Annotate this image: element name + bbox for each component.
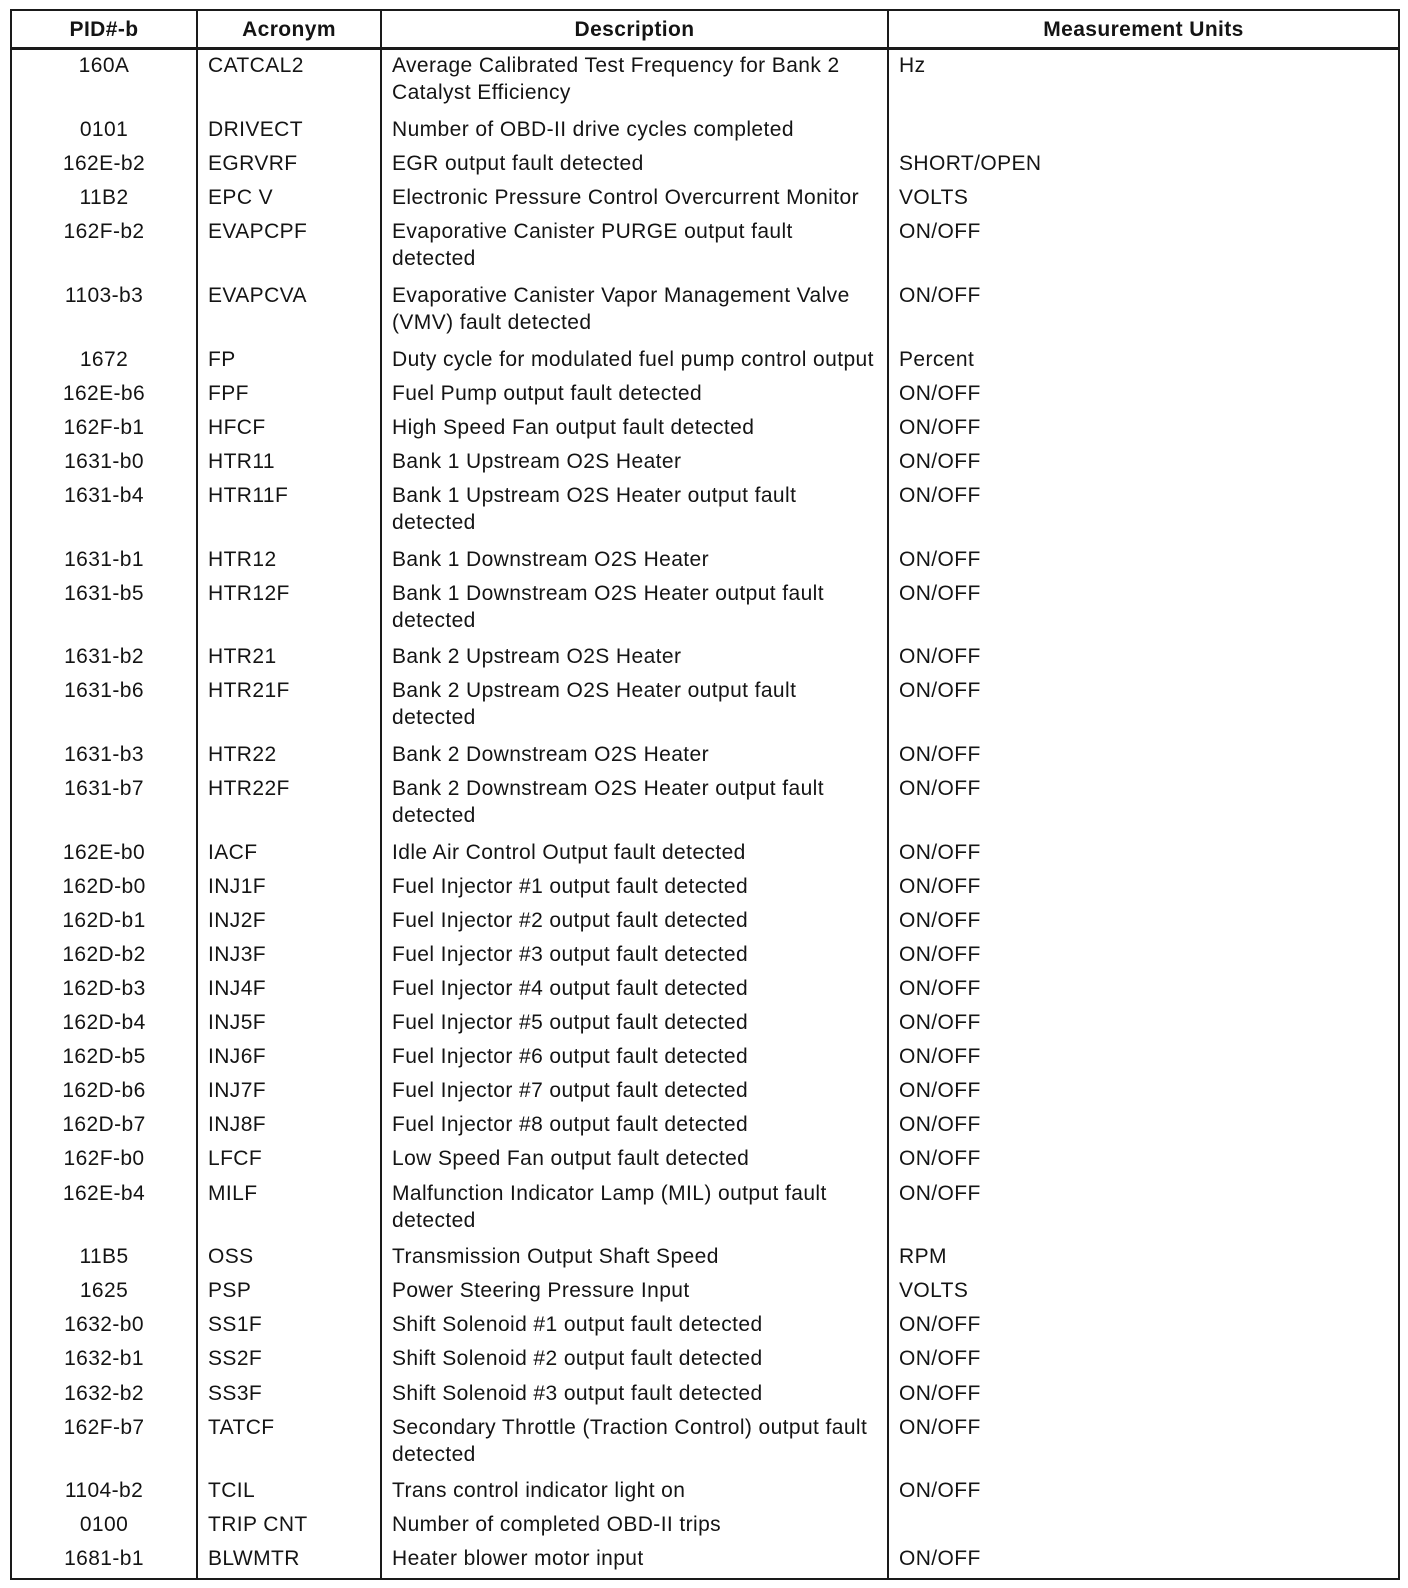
table-row <box>11 216 1399 280</box>
pid-cell: 162D-b4 <box>11 1007 197 1041</box>
acronym-cell: HTR12F <box>197 578 381 642</box>
pid-cell: 162F-b0 <box>11 1143 197 1177</box>
units-cell: ON/OFF <box>888 675 1399 739</box>
acronym-cell: HTR22F <box>197 773 381 837</box>
header-acronym: Acronym <box>197 10 381 49</box>
pid-cell: 162F-b2 <box>11 216 197 280</box>
table-row <box>11 1241 1399 1275</box>
pid-table <box>10 9 1400 1580</box>
pid-cell: 162D-b0 <box>11 871 197 905</box>
units-cell: ON/OFF <box>888 280 1399 344</box>
table-row <box>11 1275 1399 1309</box>
table-row <box>11 412 1399 446</box>
table-row <box>11 1309 1399 1343</box>
description-cell: Low Speed Fan output fault detected <box>381 1143 888 1177</box>
table-row <box>11 773 1399 837</box>
header-units: Measurement Units <box>888 10 1399 49</box>
acronym-cell: BLWMTR <box>197 1543 381 1579</box>
description-cell: Secondary Throttle (Traction Control) output fault detected <box>381 1412 888 1476</box>
acronym-cell: HTR11 <box>197 446 381 480</box>
units-cell: RPM <box>888 1241 1399 1275</box>
description-cell: Bank 1 Downstream O2S Heater <box>381 544 888 578</box>
units-cell: ON/OFF <box>888 1143 1399 1177</box>
acronym-cell: SS1F <box>197 1309 381 1343</box>
units-cell: Percent <box>888 344 1399 378</box>
acronym-cell: HTR22 <box>197 739 381 773</box>
table-row <box>11 1475 1399 1509</box>
header-description: Description <box>381 10 888 49</box>
units-cell: ON/OFF <box>888 1075 1399 1109</box>
pid-cell: 162E-b4 <box>11 1178 197 1242</box>
pid-cell: 162F-b7 <box>11 1412 197 1476</box>
table-row <box>11 675 1399 739</box>
units-cell: ON/OFF <box>888 871 1399 905</box>
table-row <box>11 280 1399 344</box>
table-row <box>11 871 1399 905</box>
table-row <box>11 480 1399 544</box>
table-row <box>11 739 1399 773</box>
acronym-cell: INJ4F <box>197 973 381 1007</box>
units-cell: ON/OFF <box>888 1109 1399 1143</box>
table-header <box>11 10 1399 49</box>
table-row <box>11 378 1399 412</box>
acronym-cell: CATCAL2 <box>197 49 381 114</box>
pid-cell: 160A <box>11 49 197 114</box>
acronym-cell: INJ7F <box>197 1075 381 1109</box>
pid-cell: 1103-b3 <box>11 280 197 344</box>
units-cell: ON/OFF <box>888 1041 1399 1075</box>
description-cell: Power Steering Pressure Input <box>381 1275 888 1309</box>
table-row <box>11 49 1399 114</box>
table-row <box>11 837 1399 871</box>
acronym-cell: EGRVRF <box>197 148 381 182</box>
table-row <box>11 1041 1399 1075</box>
units-cell: ON/OFF <box>888 1412 1399 1476</box>
table-row <box>11 1109 1399 1143</box>
table-row <box>11 182 1399 216</box>
description-cell: Heater blower motor input <box>381 1543 888 1579</box>
table-row <box>11 1543 1399 1579</box>
acronym-cell: INJ5F <box>197 1007 381 1041</box>
pid-cell: 0100 <box>11 1509 197 1543</box>
units-cell: VOLTS <box>888 182 1399 216</box>
table-row <box>11 1412 1399 1476</box>
pid-cell: 11B5 <box>11 1241 197 1275</box>
acronym-cell: EVAPCPF <box>197 216 381 280</box>
description-cell: Fuel Injector #2 output fault detected <box>381 905 888 939</box>
acronym-cell: HTR12 <box>197 544 381 578</box>
table-row <box>11 1178 1399 1242</box>
units-cell: ON/OFF <box>888 739 1399 773</box>
acronym-cell: INJ2F <box>197 905 381 939</box>
units-cell: ON/OFF <box>888 1178 1399 1242</box>
description-cell: Bank 1 Downstream O2S Heater output fault detected <box>381 578 888 642</box>
description-cell: High Speed Fan output fault detected <box>381 412 888 446</box>
description-cell: Transmission Output Shaft Speed <box>381 1241 888 1275</box>
pid-cell: 1631-b1 <box>11 544 197 578</box>
units-cell: ON/OFF <box>888 446 1399 480</box>
pid-cell: 11B2 <box>11 182 197 216</box>
units-cell: VOLTS <box>888 1275 1399 1309</box>
units-cell: ON/OFF <box>888 378 1399 412</box>
units-cell: ON/OFF <box>888 216 1399 280</box>
description-cell: Fuel Injector #8 output fault detected <box>381 1109 888 1143</box>
pid-cell: 1631-b6 <box>11 675 197 739</box>
units-cell: ON/OFF <box>888 905 1399 939</box>
description-cell: Bank 1 Upstream O2S Heater <box>381 446 888 480</box>
pid-cell: 1631-b2 <box>11 641 197 675</box>
acronym-cell: SS2F <box>197 1343 381 1377</box>
acronym-cell: HFCF <box>197 412 381 446</box>
description-cell: Trans control indicator light on <box>381 1475 888 1509</box>
acronym-cell: FP <box>197 344 381 378</box>
pid-cell: 1631-b5 <box>11 578 197 642</box>
description-cell: Fuel Injector #4 output fault detected <box>381 973 888 1007</box>
table-row <box>11 344 1399 378</box>
table-row <box>11 114 1399 148</box>
acronym-cell: LFCF <box>197 1143 381 1177</box>
description-cell: Bank 2 Downstream O2S Heater <box>381 739 888 773</box>
header-row <box>11 10 1399 49</box>
description-cell: Number of OBD-II drive cycles completed <box>381 114 888 148</box>
description-cell: Idle Air Control Output fault detected <box>381 837 888 871</box>
description-cell: Fuel Injector #5 output fault detected <box>381 1007 888 1041</box>
units-cell: ON/OFF <box>888 1378 1399 1412</box>
description-cell: Bank 1 Upstream O2S Heater output fault detected <box>381 480 888 544</box>
description-cell: Number of completed OBD-II trips <box>381 1509 888 1543</box>
description-cell: Shift Solenoid #2 output fault detected <box>381 1343 888 1377</box>
acronym-cell: HTR11F <box>197 480 381 544</box>
units-cell: ON/OFF <box>888 773 1399 837</box>
pid-cell: 1632-b1 <box>11 1343 197 1377</box>
pid-cell: 162D-b3 <box>11 973 197 1007</box>
pid-cell: 162D-b5 <box>11 1041 197 1075</box>
pid-cell: 1631-b7 <box>11 773 197 837</box>
description-cell: Fuel Injector #7 output fault detected <box>381 1075 888 1109</box>
units-cell: ON/OFF <box>888 837 1399 871</box>
units-cell <box>888 114 1399 148</box>
table-row <box>11 641 1399 675</box>
pid-cell: 1672 <box>11 344 197 378</box>
pid-cell: 0101 <box>11 114 197 148</box>
acronym-cell: HTR21 <box>197 641 381 675</box>
description-cell: Evaporative Canister PURGE output fault detected <box>381 216 888 280</box>
description-cell: Fuel Injector #6 output fault detected <box>381 1041 888 1075</box>
pid-cell: 1631-b4 <box>11 480 197 544</box>
table-row <box>11 1343 1399 1377</box>
acronym-cell: TATCF <box>197 1412 381 1476</box>
acronym-cell: SS3F <box>197 1378 381 1412</box>
table-row <box>11 578 1399 642</box>
description-cell: Bank 2 Upstream O2S Heater <box>381 641 888 675</box>
acronym-cell: TCIL <box>197 1475 381 1509</box>
units-cell: Hz <box>888 49 1399 114</box>
pid-cell: 1104-b2 <box>11 1475 197 1509</box>
pid-cell: 162D-b2 <box>11 939 197 973</box>
acronym-cell: INJ1F <box>197 871 381 905</box>
table-row <box>11 1509 1399 1543</box>
table-row <box>11 1378 1399 1412</box>
units-cell: ON/OFF <box>888 412 1399 446</box>
pid-cell: 1632-b2 <box>11 1378 197 1412</box>
pid-cell: 1632-b0 <box>11 1309 197 1343</box>
units-cell: ON/OFF <box>888 1475 1399 1509</box>
table-row <box>11 1075 1399 1109</box>
units-cell: ON/OFF <box>888 1309 1399 1343</box>
description-cell: Evaporative Canister Vapor Management Valve (VMV) fault detected <box>381 280 888 344</box>
table-row <box>11 544 1399 578</box>
acronym-cell: OSS <box>197 1241 381 1275</box>
table-row <box>11 1007 1399 1041</box>
table-row <box>11 446 1399 480</box>
pid-cell: 1631-b3 <box>11 739 197 773</box>
description-cell: Shift Solenoid #3 output fault detected <box>381 1378 888 1412</box>
pid-cell: 162E-b6 <box>11 378 197 412</box>
acronym-cell: IACF <box>197 837 381 871</box>
table-row <box>11 148 1399 182</box>
acronym-cell: MILF <box>197 1178 381 1242</box>
acronym-cell: DRIVECT <box>197 114 381 148</box>
pid-cell: 1631-b0 <box>11 446 197 480</box>
description-cell: EGR output fault detected <box>381 148 888 182</box>
units-cell: ON/OFF <box>888 578 1399 642</box>
description-cell: Fuel Injector #1 output fault detected <box>381 871 888 905</box>
units-cell: ON/OFF <box>888 1007 1399 1041</box>
pid-cell: 162F-b1 <box>11 412 197 446</box>
description-cell: Bank 2 Downstream O2S Heater output fault detected <box>381 773 888 837</box>
acronym-cell: INJ3F <box>197 939 381 973</box>
description-cell: Bank 2 Upstream O2S Heater output fault detected <box>381 675 888 739</box>
acronym-cell: INJ6F <box>197 1041 381 1075</box>
description-cell: Shift Solenoid #1 output fault detected <box>381 1309 888 1343</box>
units-cell <box>888 1509 1399 1543</box>
units-cell: ON/OFF <box>888 1343 1399 1377</box>
description-cell: Fuel Injector #3 output fault detected <box>381 939 888 973</box>
table-row <box>11 905 1399 939</box>
pid-cell: 162D-b1 <box>11 905 197 939</box>
description-cell: Duty cycle for modulated fuel pump control output <box>381 344 888 378</box>
pid-cell: 162E-b2 <box>11 148 197 182</box>
units-cell: ON/OFF <box>888 480 1399 544</box>
units-cell: ON/OFF <box>888 973 1399 1007</box>
pid-cell: 162E-b0 <box>11 837 197 871</box>
acronym-cell: INJ8F <box>197 1109 381 1143</box>
header-pid: PID#-b <box>11 10 197 49</box>
description-cell: Malfunction Indicator Lamp (MIL) output fault detected <box>381 1178 888 1242</box>
acronym-cell: TRIP CNT <box>197 1509 381 1543</box>
table-body <box>11 49 1399 1580</box>
pid-cell: 1625 <box>11 1275 197 1309</box>
table-row <box>11 973 1399 1007</box>
acronym-cell: FPF <box>197 378 381 412</box>
table-row <box>11 939 1399 973</box>
acronym-cell: PSP <box>197 1275 381 1309</box>
units-cell: SHORT/OPEN <box>888 148 1399 182</box>
pid-cell: 162D-b7 <box>11 1109 197 1143</box>
acronym-cell: HTR21F <box>197 675 381 739</box>
units-cell: ON/OFF <box>888 641 1399 675</box>
units-cell: ON/OFF <box>888 939 1399 973</box>
units-cell: ON/OFF <box>888 1543 1399 1579</box>
units-cell: ON/OFF <box>888 544 1399 578</box>
acronym-cell: EVAPCVA <box>197 280 381 344</box>
description-cell: Electronic Pressure Control Overcurrent Monitor <box>381 182 888 216</box>
table-row <box>11 1143 1399 1177</box>
description-cell: Average Calibrated Test Frequency for Bank 2 Catalyst Efficiency <box>381 49 888 114</box>
description-cell: Fuel Pump output fault detected <box>381 378 888 412</box>
pid-cell: 1681-b1 <box>11 1543 197 1579</box>
acronym-cell: EPC V <box>197 182 381 216</box>
pid-cell: 162D-b6 <box>11 1075 197 1109</box>
